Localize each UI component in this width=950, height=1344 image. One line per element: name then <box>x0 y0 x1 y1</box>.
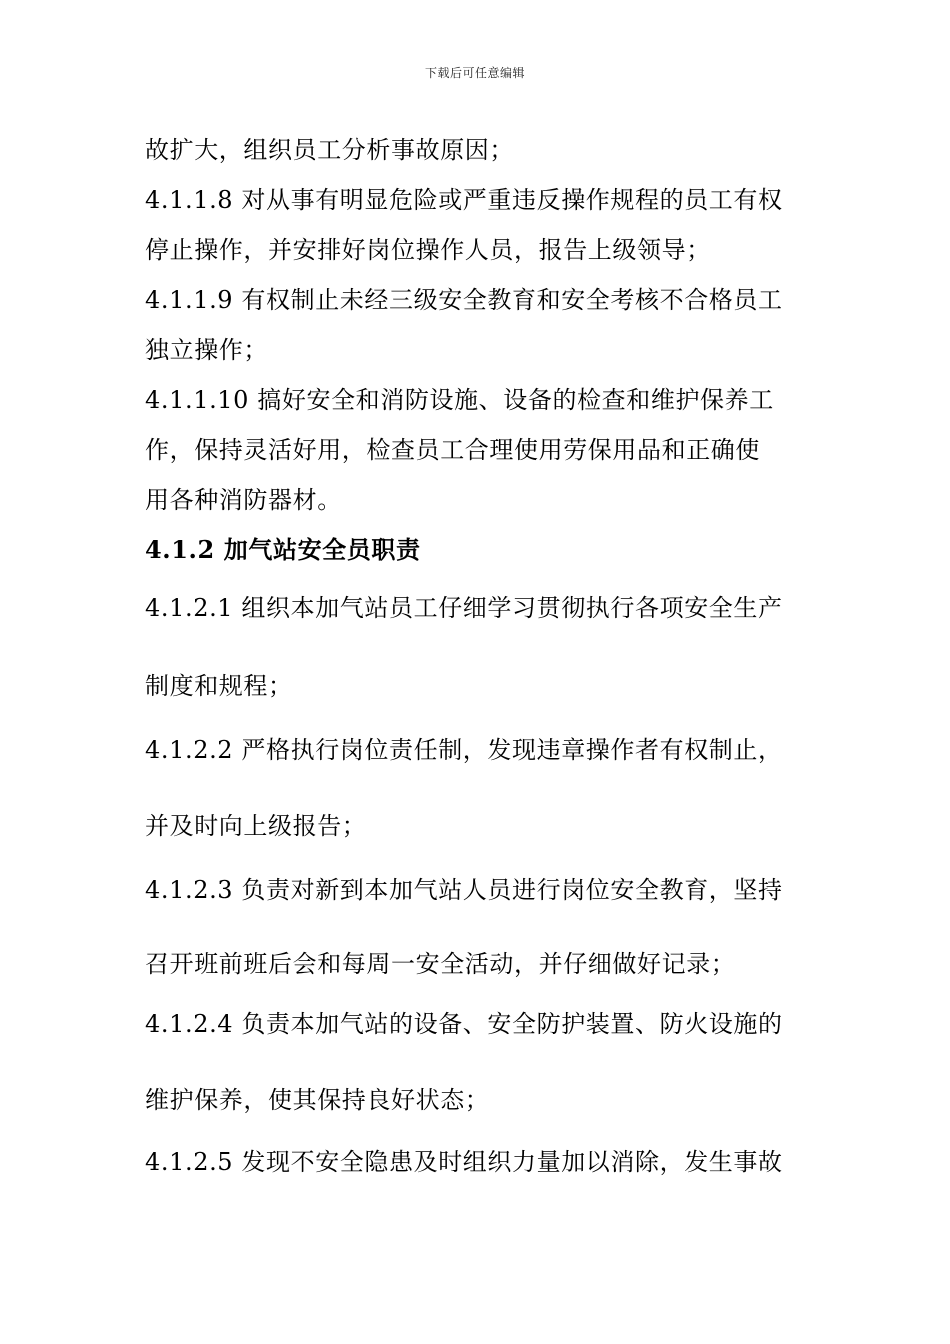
text-line: 故扩大，组织员工分析事故原因； <box>145 136 514 164</box>
text-line: 4.1.2.3 负责对新到本加气站人员进行岗位安全教育，坚持 <box>145 876 783 904</box>
text-line: 4.1.1.9 有权制止未经三级安全教育和安全考核不合格员工 <box>145 286 783 314</box>
text-line: 4.1.2.4 负责本加气站的设备、安全防护装置、防火设施的 <box>145 1010 783 1038</box>
text-line: 4.1.1.10 搞好安全和消防设施、设备的检查和维护保养工 <box>145 386 774 414</box>
section-heading: 4.1.2 加气站安全员职责 <box>145 535 421 564</box>
text-line: 独立操作； <box>145 336 268 364</box>
text-line: 停止操作，并安排好岗位操作人员，报告上级领导； <box>145 236 711 264</box>
text-line: 并及时向上级报告； <box>145 812 367 840</box>
text-line: 召开班前班后会和每周一安全活动，并仔细做好记录； <box>145 950 736 978</box>
text-line: 维护保养，使其保持良好状态； <box>145 1086 490 1114</box>
text-line: 4.1.2.5 发现不安全隐患及时组织力量加以消除，发生事故 <box>145 1148 783 1176</box>
text-line: 4.1.2.1 组织本加气站员工仔细学习贯彻执行各项安全生产 <box>145 594 783 622</box>
text-line: 制度和规程； <box>145 672 293 700</box>
text-line: 4.1.1.8 对从事有明显危险或严重违反操作规程的员工有权 <box>145 186 783 214</box>
text-line: 用各种消防器材。 <box>145 486 342 514</box>
page-header: 下载后可任意编辑 <box>424 66 525 80</box>
text-line: 作，保持灵活好用，检查员工合理使用劳保用品和正确使 <box>145 436 760 464</box>
text-line: 4.1.2.2 严格执行岗位责任制，发现违章操作者有权制止， <box>145 736 783 764</box>
